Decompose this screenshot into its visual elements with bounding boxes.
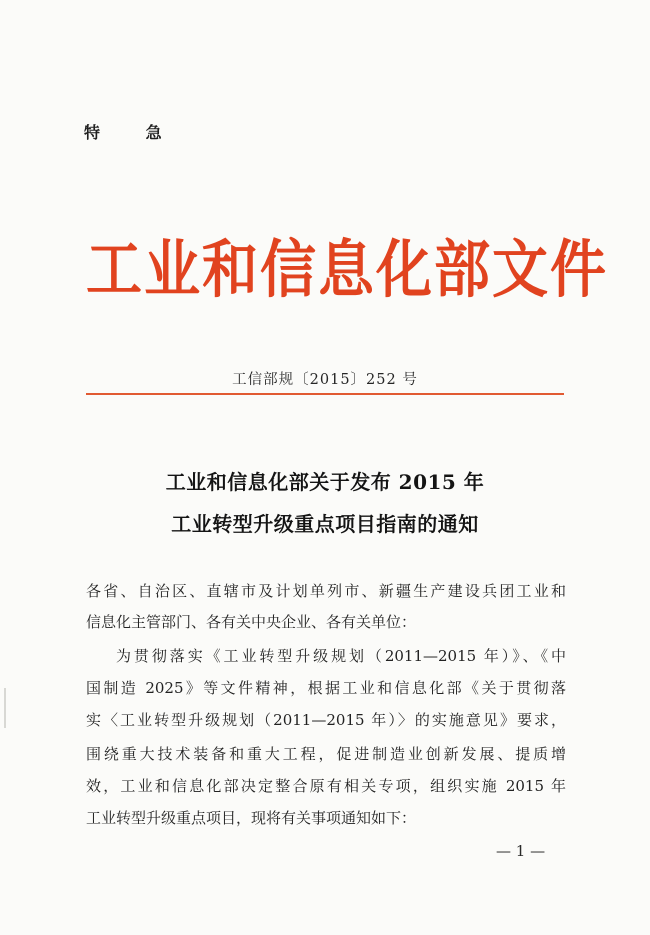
body-paragraph-line-2: 国制造 2025》等文件精神，根据工业和信息化部《关于贯彻落 xyxy=(86,679,566,697)
notice-title-line-1: 工业和信息化部关于发布 2015 年 xyxy=(165,470,485,494)
body-paragraph-line-4: 围绕重大技术装备和重大工程，促进制造业创新发展、提质增 xyxy=(86,745,566,763)
body-paragraph-line-5: 效，工业和信息化部决定整合原有相关专项，组织实施 2015 年 xyxy=(86,777,566,795)
urgency-label: 特 急 xyxy=(84,123,182,142)
addressee-line-2: 信息化主管部门、各有关中央企业、各有关单位： xyxy=(86,613,417,631)
page-number: — 1 — xyxy=(496,842,546,860)
addressee-line-1: 各省、自治区、直辖市及计划单列市、新疆生产建设兵团工业和 xyxy=(86,582,566,600)
body-paragraph-line-1: 为贯彻落实《工业转型升级规划（2011—2015 年）》、《中 xyxy=(116,647,566,665)
scan-edge-mark xyxy=(4,688,6,728)
red-header-rule xyxy=(86,393,564,395)
document-number: 工信部规〔2015〕252 号 xyxy=(232,372,418,388)
notice-title-line-2: 工业转型升级重点项目指南的通知 xyxy=(171,512,479,536)
issuing-authority-header: 工业和信息化部文件 xyxy=(86,233,608,307)
body-paragraph-line-3: 实〈工业转型升级规划（2011—2015 年）〉的实施意见》要求， xyxy=(86,711,566,729)
body-paragraph-line-6: 工业转型升级重点项目，现将有关事项通知如下： xyxy=(86,809,417,827)
